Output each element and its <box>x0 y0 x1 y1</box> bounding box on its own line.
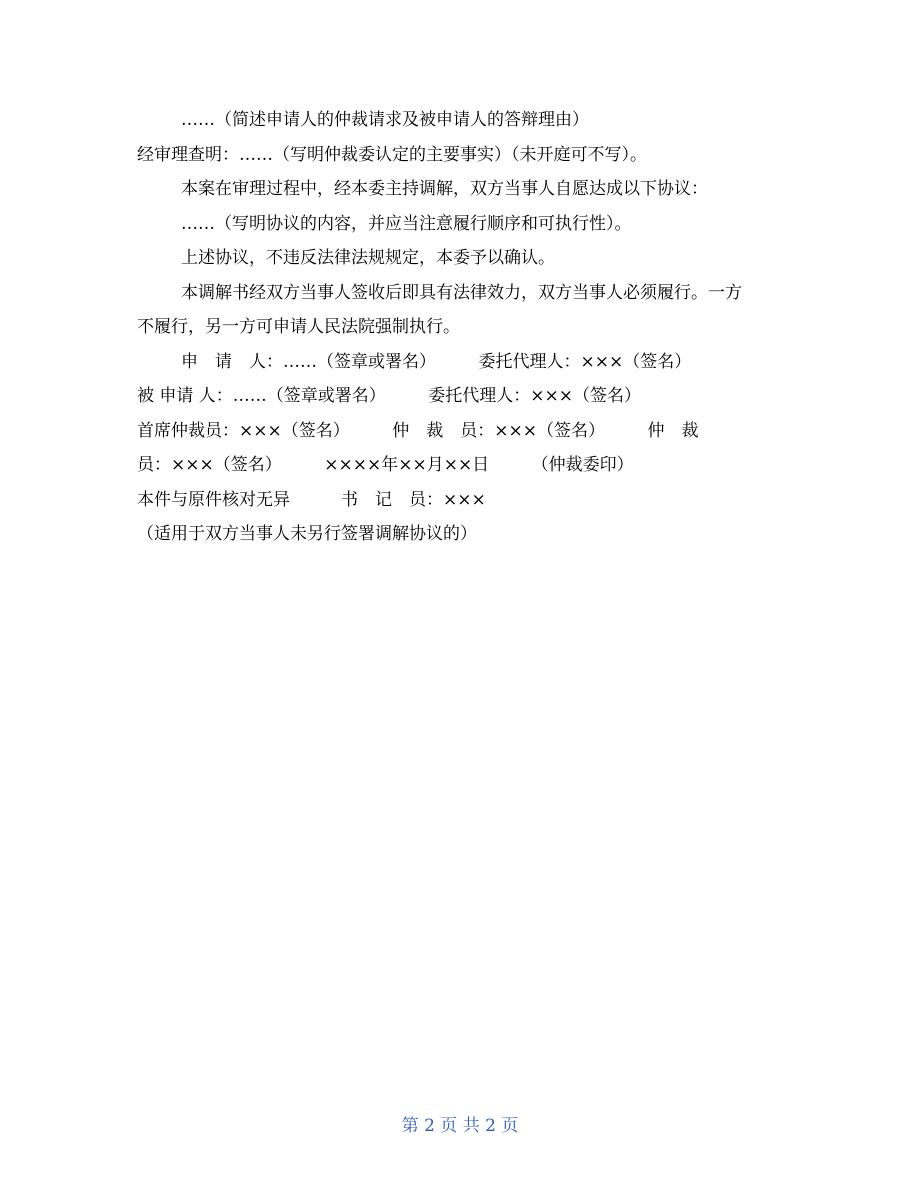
document-body <box>137 103 787 552</box>
signature-respondent: 被 申请 人：……（签章或署名） 委托代理人：×××（签名） <box>137 386 642 406</box>
paragraph-claims-summary: ……（简述申请人的仲裁请求及被申请人的答辩理由） <box>181 110 589 130</box>
paragraph-agreement-content: ……（写明协议的内容，并应当注意履行顺序和可执行性）。 <box>181 213 632 234</box>
signature-applicant: 申 请 人：……（签章或署名） 委托代理人：×××（签名） <box>181 351 692 372</box>
signature-clerk: 本件与原件核对无异 书 记 员：××× <box>137 489 486 510</box>
signature-arbitrator-date-seal: 员：×××（签名） ××××年××月××日 （仲裁委印） <box>137 455 634 475</box>
paragraph-facts-found: 经审理查明：……（写明仲裁委认定的主要事实）（未开庭可不写）。 <box>137 144 647 165</box>
paragraph-confirmation: 上述协议，不违反法律法规规定，本委予以确认。 <box>181 248 555 268</box>
paragraph-legal-effect-continued: 不履行，另一方可申请人民法院强制执行。 <box>137 317 460 337</box>
page-number-footer: 第 2 页 共 2 页 <box>401 1116 519 1136</box>
paragraph-mediation-intro: 本案在审理过程中，经本委主持调解，双方当事人自愿达成以下协议： <box>181 179 708 199</box>
paragraph-legal-effect: 本调解书经双方当事人签收后即具有法律效力，双方当事人必须履行。一方 <box>181 282 742 303</box>
signature-arbitrators: 首席仲裁员：×××（签名） 仲 裁 员：×××（签名） 仲 裁 <box>137 420 699 441</box>
applicability-note: （适用于双方当事人未另行签署调解协议的） <box>137 524 477 544</box>
